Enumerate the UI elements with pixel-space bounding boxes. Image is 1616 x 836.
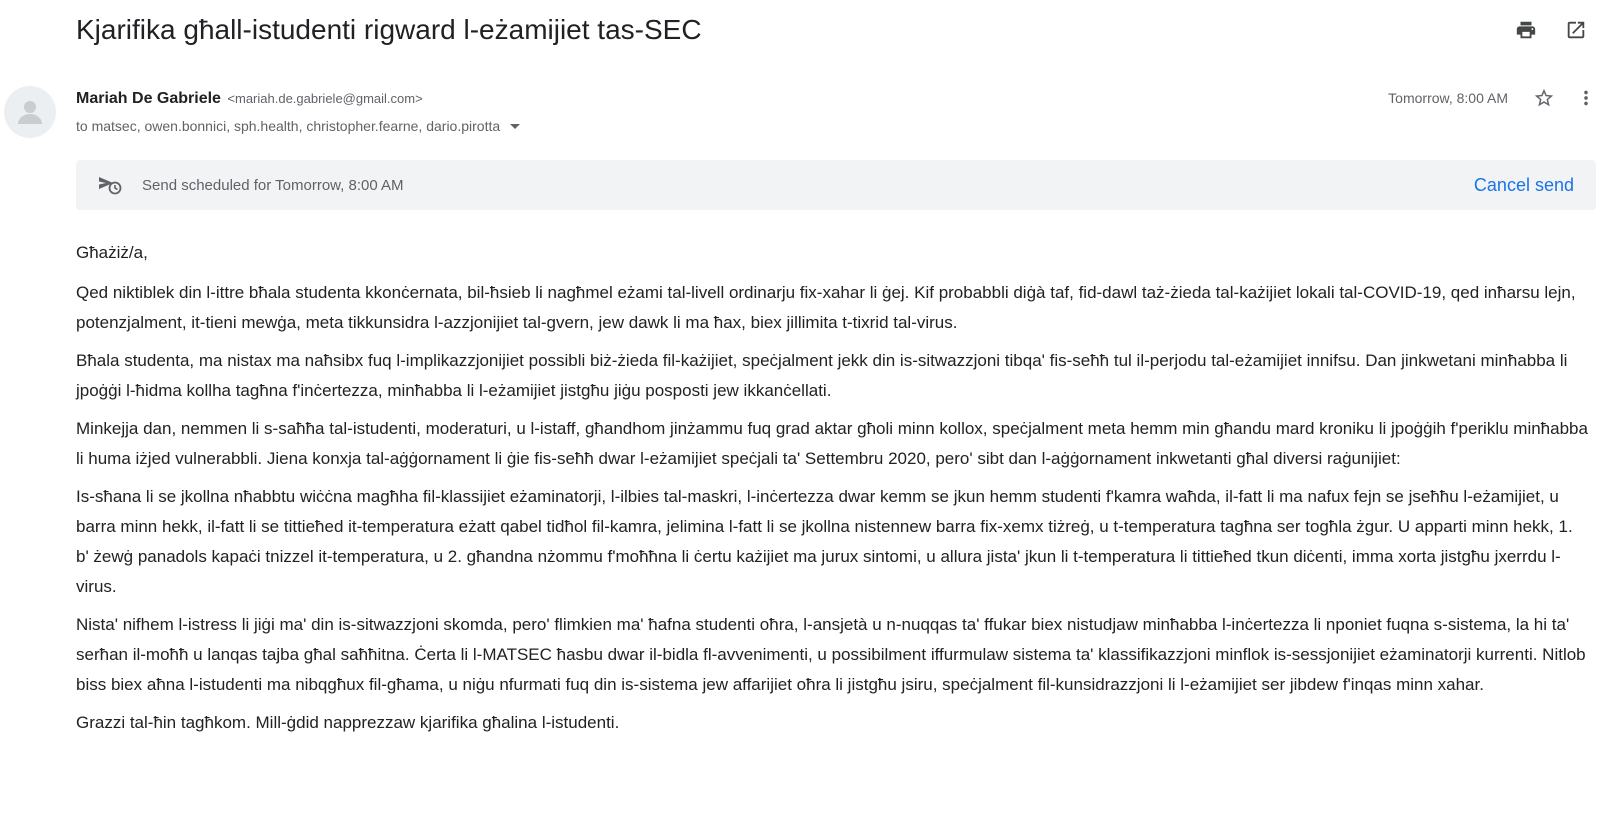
chevron-down-icon[interactable] bbox=[510, 124, 520, 129]
message-meta bbox=[1388, 86, 1598, 110]
schedule-send-icon bbox=[96, 173, 124, 197]
person-icon bbox=[10, 92, 50, 132]
print-icon[interactable] bbox=[1514, 18, 1538, 42]
body-paragraph: Qed niktiblek din l-ittre bħala studenta kkonċernata, bil-ħsieb li nagħmel eżami tal-livell ordinarju fix-xahar li ġej. Kif probabbli diġà taf, fid-dawl taż-żieda tal-każijiet lokali tal-COVID-19, qed inħarsu lejn, potenzjalment, it-tieni mewġa, meta tikkunsidra l-azzjonijiet tal-gvern, jew dawk li ma ħax, biex jillimita t-tixrid tal-virus. bbox=[76, 283, 1576, 332]
sender-email: <mariah.de.gabriele@gmail.com> bbox=[227, 91, 423, 106]
sender-line bbox=[76, 90, 423, 108]
body-paragraph: Is-sħana li se jkollna nħabbtu wiċċna magħha fil-klassijiet eżaminatorji, l-ilbies tal-maskri, l-inċertezza dwar kemm se jkun hemm studenti f'kamra waħda, il-fatt li ma nafux fejn se jseħħu l-eżamijiet, u barra minn hekk, il-fatt li se tittieħed it-temperatura eżatt qabel tidħol fil-kamra, jelimina l-fatt li se jkollna nistennew barra fix-xemx tiżreġ, u t-temperatura tagħna ser togħla żgur. U apparti minn hekk, 1. b' żewġ panadols kapaċi tnizzel it-temperatura, u 2. għandna nżommu f'moħħna li ċertu każijiet ma jurux sintomi, u allura jista' jkun li t-temperatura li tittieħed tkun diċenti, imma xorta jistgħu jxerrdu l-virus. bbox=[76, 487, 1573, 596]
body-paragraph: Nista' nifhem l-istress li jiġi ma' din is-sitwazzjoni skomda, pero' flimkien ma' ħafna studenti oħra, l-ansjetà u n-nuqqas ta' ffukar biex nistudjaw minħabba l-inċertezza li nponiet fuqna s-sistema, la hi ta' serħan il-moħħ u lanqas tajba għal saħħitna. Ċerta li l-MATSEC ħasbu dwar il-bidla fl-avvenimenti, u possibilment iffurmulaw sistema ta' klassifikazzjoni minflok is-sessjonijiet eżaminatorji kurrenti. Nitlob biss biex aħna l-istudenti ma nibqgħux fil-għama, u niġu nfurmati fuq din is-sistema jew affarijiet oħra li jistgħu jsiru, speċjalment fil-kunsidrazzjoni li l-eżamijiet ser jibdew f'inqas minn xahar. bbox=[76, 615, 1586, 694]
body-paragraph: Minkejja dan, nemmen li s-saħħa tal-istudenti, moderaturi, u l-istaff, għandhom jinżammu fuq grad aktar għoli minn kollox, speċjalment meta hemm min għandu mard kroniku li jpoġġih f'periklu minħabba li huma iżjed vulnerabbli. Jiena konxja tal-aġġornament li ġie fis-seħħ dwar l-eżamijiet speċjali ta' Settembru 2020, pero' sibt dan l-aġġornament inkwetanti għal diversi raġunijiet: bbox=[76, 419, 1588, 468]
timestamp: Tomorrow, 8:00 AM bbox=[1388, 90, 1508, 106]
recipients-line bbox=[76, 118, 520, 134]
top-actions bbox=[1514, 18, 1588, 42]
scheduled-send-banner bbox=[76, 160, 1596, 210]
greeting: Għażiż/a, bbox=[76, 243, 148, 262]
body-paragraph: Bħala studenta, ma nistax ma naħsibx fuq l-implikazzjonijiet possibli biż-żieda fil-każijiet, speċjalment jekk din is-sitwazzjoni tibqa' fis-seħħ tul il-perjodu tal-eżamijiet innifsu. Dan jinkwetani minħabba li jpoġġi l-ħidma kollha tagħna f'inċertezza, minħabba li l-eżamijiet jistgħu jiġu posposti jew ikkanċellati. bbox=[76, 351, 1568, 400]
star-icon[interactable] bbox=[1532, 86, 1556, 110]
sender-name[interactable]: Mariah De Gabriele bbox=[76, 90, 221, 107]
email-subject: Kjarifika għall-istudenti rigward l-eżamijiet tas-SEC bbox=[76, 14, 702, 45]
cancel-send-button[interactable]: Cancel send bbox=[1473, 174, 1574, 195]
more-vert-icon[interactable] bbox=[1574, 86, 1598, 110]
open-in-new-icon[interactable] bbox=[1564, 18, 1588, 42]
email-body bbox=[76, 238, 1588, 746]
scheduled-send-text: Send scheduled for Tomorrow, 8:00 AM bbox=[142, 176, 404, 194]
body-paragraph: Grazzi tal-ħin tagħkom. Mill-ġdid napprezzaw kjarifika għalina l-istudenti. bbox=[76, 713, 620, 732]
recipients: to matsec, owen.bonnici, sph.health, christopher.fearne, dario.pirotta bbox=[76, 118, 501, 134]
avatar bbox=[4, 86, 56, 138]
